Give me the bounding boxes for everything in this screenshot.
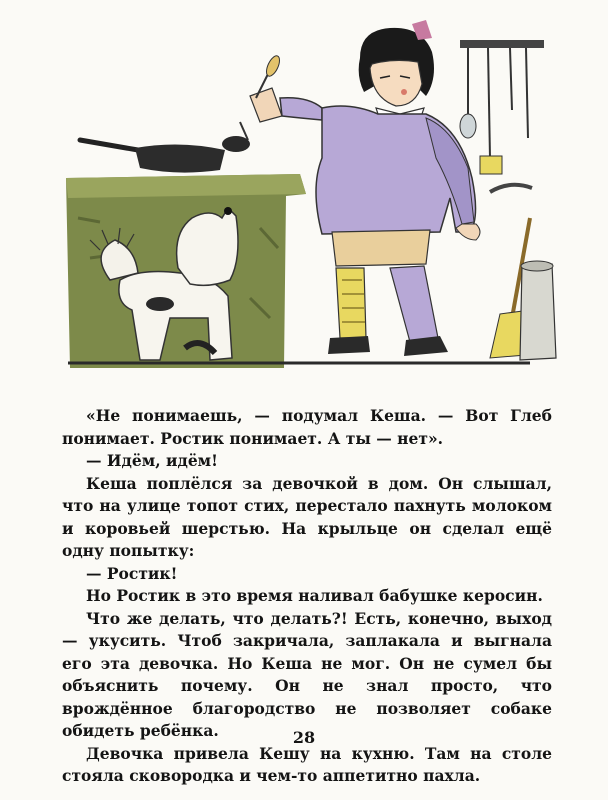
paragraph: Но Ростик в это время наливал бабушке керосин.	[86, 586, 543, 605]
hanging-utensils	[460, 40, 544, 192]
paragraph: «Не понимаешь, — подумал Кеша. — Вот Глеб понимает. Ростик понимает. А ты — нет».	[62, 406, 552, 448]
frying-pan	[80, 140, 225, 173]
broom-and-bucket	[490, 218, 556, 360]
paragraph: Девочка привела Кешу на кухню. Там на столе стояла сковородка и чем-то аппетитно пахла.	[62, 743, 552, 785]
kitchen-illustration	[60, 18, 560, 378]
paragraph: — Ростик!	[86, 563, 178, 583]
page-number: 28	[292, 728, 316, 747]
paragraph: — Идём, идём!	[86, 451, 218, 470]
paragraph: Что же делать, что делать?! Есть, конечно, выход — укусить. Чтоб закричала, заплакала и выгнала его эта девочка. Но Кеша не мог. Он не сумел бы объяснить почему. Он не знал просто, что врождённое благородство не позволяет собаке обидеть ребёнка.	[62, 608, 552, 740]
paragraph: Кеша поплёлся за девочкой в дом. Он слышал, что на улице топот стих, перестало пахнуть молоком и коровьей шерстью. На крыльце он сделал ещё одну попытку:	[62, 473, 552, 560]
